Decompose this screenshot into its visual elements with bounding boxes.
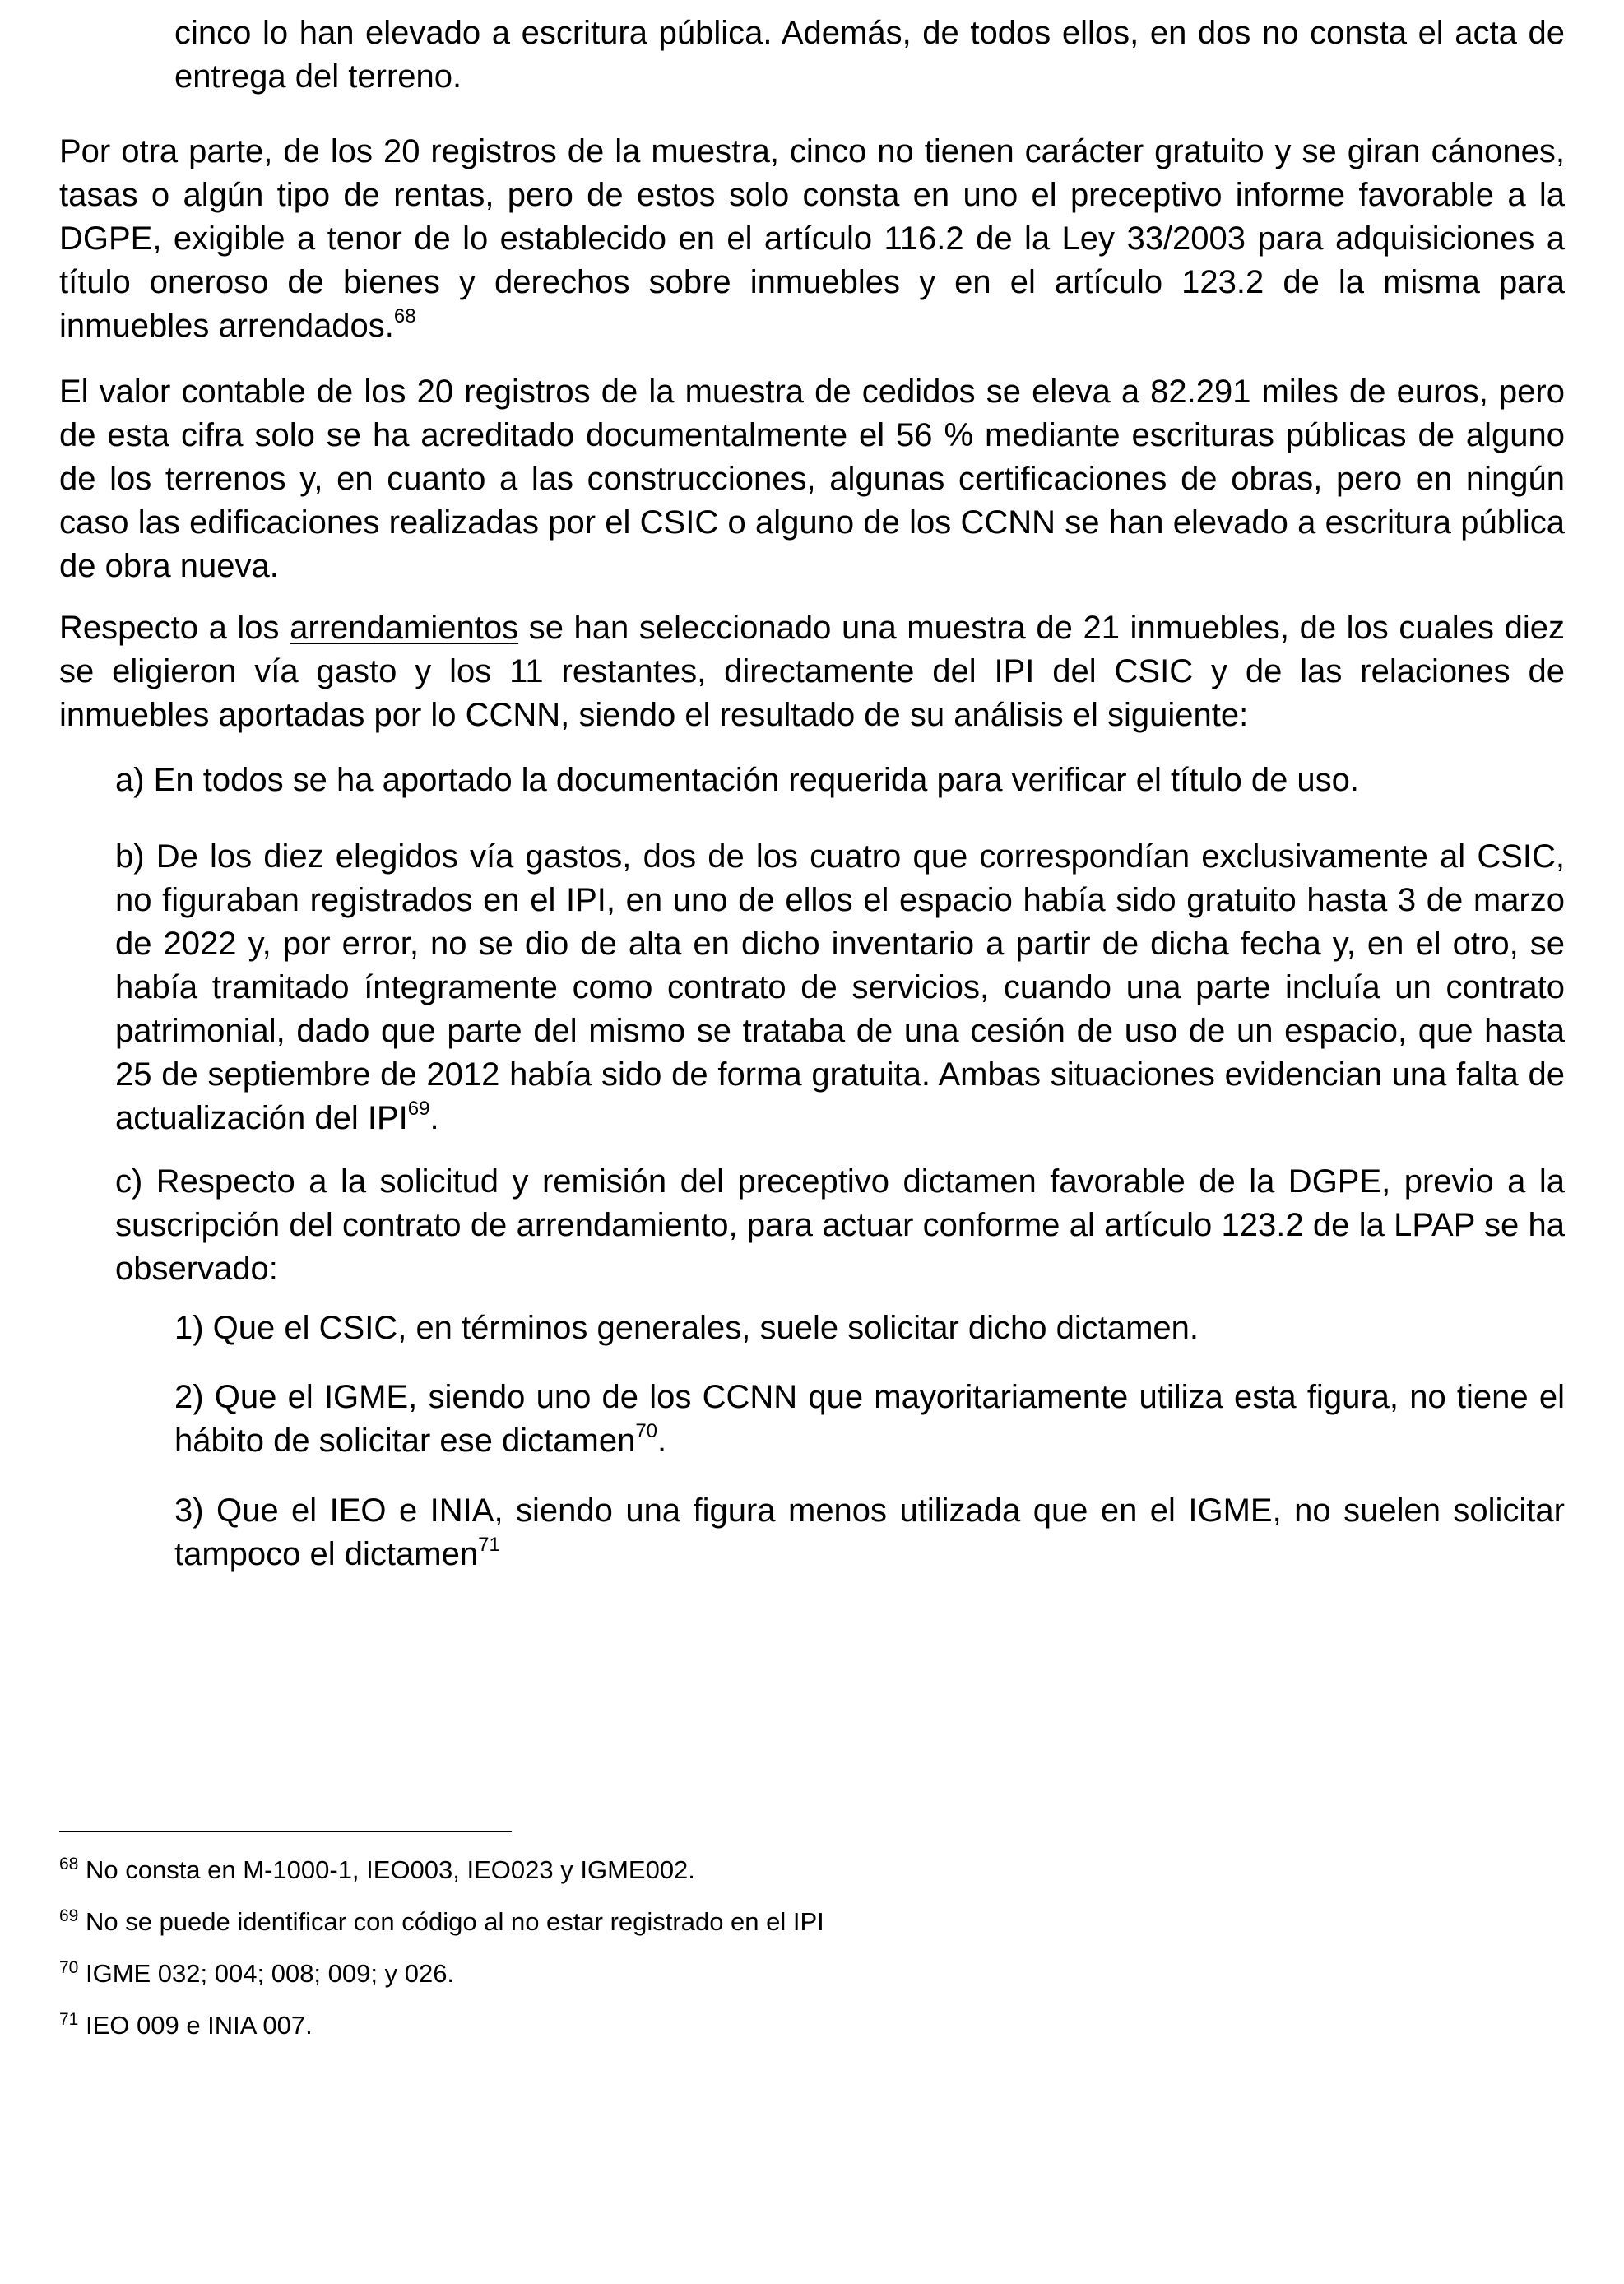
- footnote-ref-70: 70: [635, 1420, 658, 1442]
- sub-item-3: 3) Que el IEO e INIA, siendo una figura menos utilizada que en el IGME, no suelen solicitar tampoco el dictamen$^{71}$: [174, 1492, 1565, 1572]
- footnote-separator: [59, 1831, 512, 1832]
- footnote-ref-68: 68: [393, 305, 416, 327]
- underlined-term: arrendamientos: [290, 610, 519, 646]
- paragraph-continuation: cinco lo han elevado a escritura pública. Además, de todos ellos, en dos no consta el acta de entrega del terreno.: [174, 15, 1565, 95]
- footnote-ref-69: 69: [407, 1098, 430, 1120]
- sub-item-1: 1) Que el CSIC, en términos generales, suele solicitar dicho dictamen.: [174, 1310, 1199, 1346]
- footnote-69: $^{69}$ No se puede identificar con código al no estar registrado en el IPI: [59, 1906, 824, 1936]
- list-item-a: a) En todos se ha aportado la documentación requerida para verificar el título de uso.: [115, 762, 1360, 798]
- list-item-b: b) De los diez elegidos vía gastos, dos de los cuatro que correspondían exclusivamente al CSIC, no figuraban registrados en el IPI, en uno de ellos el espacio había sido gratuito hasta 3 de marzo de 2022 y, por error, no se dio de alta en dicho inventario a partir de dicha fecha y, en el otro, se había tramitado íntegramente como contrato de servicios, cuando una parte incluía un contrato patrimonial, dado que parte del mismo se trataba de una cesión de uso de un espacio, que hasta 25 de septiembre de 2012 había sido de forma gratuita. Ambas situaciones evidencian una falta de actualización del IPI$^{69}$.: [115, 838, 1565, 1136]
- sub-item-2: 2) Que el IGME, siendo uno de los CCNN que mayoritariamente utiliza esta figura, no tiene el hábito de solicitar ese dictamen$^{70}$.: [174, 1379, 1565, 1459]
- footnote-70: $^{70}$ IGME 032; 004; 008; 009; y 026.: [59, 1958, 455, 1988]
- paragraph-arrendamientos: Respecto a los arrendamientos se han seleccionado una muestra de 21 inmuebles, de los cuales diez se eligieron vía gasto y los 11 restantes, directamente del IPI del CSIC y de las relaciones de inmuebles aportadas por lo CCNN, siendo el resultado de su análisis el siguiente:: [59, 610, 1566, 733]
- paragraph-valor-contable: El valor contable de los 20 registros de la muestra de cedidos se eleva a 82.291 miles de euros, pero de esta cifra solo se ha acreditado documentalmente el 56 % mediante escrituras públicas de alguno de los terrenos y, en cuanto a las construcciones, algunas certificaciones de obras, pero en ningún caso las edificaciones realizadas por el CSIC o alguno de los CCNN se han elevado a escritura pública de obra nueva.: [59, 374, 1565, 584]
- footnote-71: $^{71}$ IEO 009 e INIA 007.: [59, 2010, 313, 2040]
- paragraph-onerosos: Por otra parte, de los 20 registros de la muestra, cinco no tienen carácter gratuito y se giran cánones, tasas o algún tipo de rentas, pero de estos solo consta en uno el preceptivo informe favorable a la DGPE, exigible a tenor de lo establecido en el artículo 116.2 de la Ley 33/2003 para adquisiciones a título oneroso de bienes y derechos sobre inmuebles y en el artículo 123.2 de la misma para inmuebles arrendados.$^{68}$: [59, 133, 1565, 344]
- footnote-68: $^{68}$ No consta en M-1000-1, IEO003, IEO023 y IGME002.: [59, 1855, 695, 1884]
- list-item-c: c) Respecto a la solicitud y remisión del preceptivo dictamen favorable de la DGPE, previo a la suscripción del contrato de arrendamiento, para actuar conforme al artículo 123.2 de la LPAP se ha observado:: [115, 1163, 1565, 1287]
- footnote-ref-71: 71: [478, 1534, 500, 1556]
